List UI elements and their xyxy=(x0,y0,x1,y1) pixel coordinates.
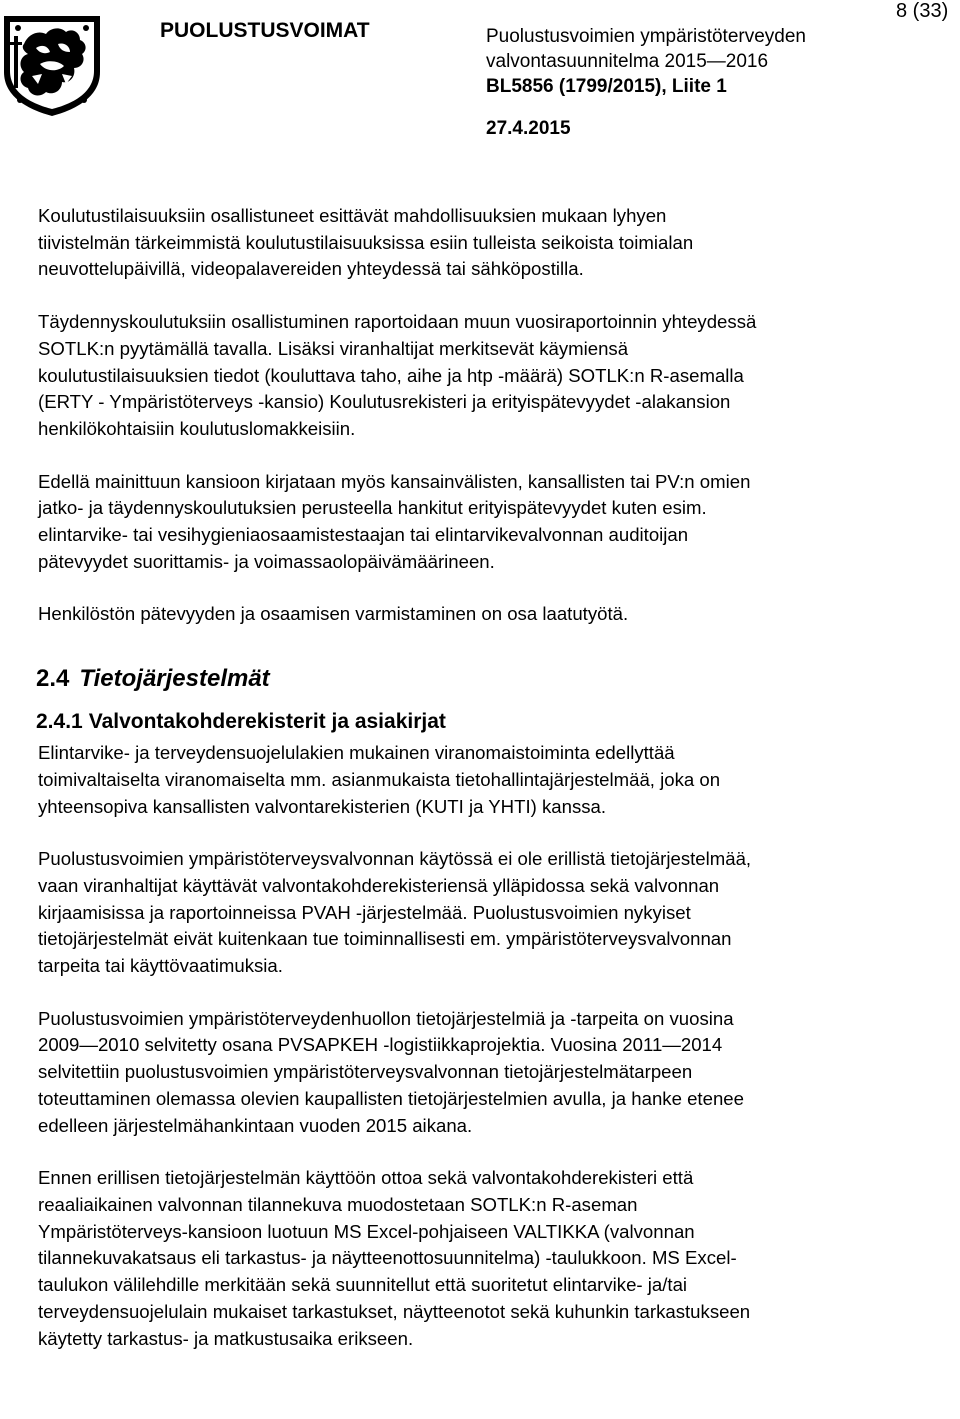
document-title-line-1: Puolustusvoimien ympäristöterveyden xyxy=(486,26,806,47)
document-reference: BL5856 (1799/2015), Liite 1 xyxy=(486,76,727,97)
paragraph: Puolustusvoimien ympäristöterveysvalvonnan käytössä ei ole erillistä tietojärjestelmää, vaan viranhaltijat käyttävät valvontakohderekisteriensä ylläpidossa sekä valvonnan kirjaamisissa ja raportoinneissa PVAH -järjestelmää. Puolustusvoimien nykyiset tietojärjestelmät eivät kuitenkaan tue toiminnallisesti em. ympäristöterveysvalvonnan tarpeita tai käyttövaatimuksia. xyxy=(38,848,752,977)
paragraph: Henkilöstön pätevyyden ja osaamisen varmistaminen on osa laatutyötä. xyxy=(38,603,629,625)
subsection-number: 2.4.1 xyxy=(36,710,83,734)
lion-crest-icon xyxy=(2,14,102,117)
paragraph: Ennen erillisen tietojärjestelmän käyttöön ottoa sekä valvontakohderekisteri että reaaliaikainen valvonnan tilannekuva muodostetaan SOTLK:n R-aseman Ympäristöterveys-kansioon luotuun MS Excel-pohjaiseen VALTIKKA (valvonnan tilannekuvakatsaus eli tarkastus- ja näytteenottosuunnitelma) -taulukkoon. MS Excel- taulukon välilehdille merkitään sekä suunnitellut että suoritetut elintarvike- ja/tai terveydensuojelulain mukaiset tarkastukset, näytteenotot sekä kuhunkin tarkastukseen käytetty tarkastus- ja matkustusaika erikseen. xyxy=(38,1167,751,1349)
section-heading xyxy=(36,664,958,694)
document-title-line-2: valvontasuunnitelma 2015—2016 xyxy=(486,51,769,72)
paragraph: Puolustusvoimien ympäristöterveydenhuollon tietojärjestelmiä ja -tarpeita on vuosina 2009—2010 selvitetty osana PVSAPKEH -logistiikkaprojektia. Vuosina 2011—2014 selvitettiin puolustusvoimien ympäristöterveysvalvonnan tietojärjestelmätarpeen toteuttaminen olemassa olevien kaupallisten tietojärjestelmien avulla, ja hanke etenee edelleen järjestelmähankintaan vuoden 2015 aikana. xyxy=(38,1007,744,1136)
paragraph: Koulutustilaisuuksiin osallistuneet esittävät mahdollisuuksien mukaan lyhyen tiivistelmän tärkeimmistä koulutustilaisuuksissa esiin tulleista seikoista toimialan neuvottelupäivillä, videopalavereiden yhteydessä tai sähköpostilla. xyxy=(38,205,694,280)
paragraph: Täydennyskoulutuksiin osallistuminen raportoidaan muun vuosiraportoinnin yhteydessä SOTLK:n pyytämällä tavalla. Lisäksi viranhaltijat merkitsevät käymiensä koulutustilaisuuksien tiedot (kouluttava taho, aihe ja htp -määrä) SOTLK:n R-asemalla (ERTY - Ympäristöterveys -kansio) Koulutusrekisteri ja erityispätevyydet -alakansion henkilökohtaisiin koulutuslomakkeisiin. xyxy=(38,311,757,439)
page-header xyxy=(0,0,960,150)
organization-name: PUOLUSTUSVOIMAT xyxy=(160,19,370,42)
lion-crest-icon-svg xyxy=(2,14,102,117)
paragraph: Edellä mainittuun kansioon kirjataan myös kansainvälisten, kansallisten tai PV:n omien jatko- ja täydennyskoulutuksien perusteella hankitut erityispätevyydet kuten esim. elintarvike- tai vesihygieniaosaamistestaajan tai elintarvikevalvonnan auditoijan pätevyydet suorittamis- ja voimassaolopäivämäärineen. xyxy=(38,470,751,572)
paragraph: Elintarvike- ja terveydensuojelulakien mukainen viranomaistoiminta edellyttää toimivaltaiselta viranomaiselta mm. asianmukaista tietohallintajärjestelmää, joka on yhteensopiva kansallisten valvontarekisterien (KUTI ja YHTI) kanssa. xyxy=(38,742,721,817)
subsection-heading xyxy=(36,708,958,736)
document-title xyxy=(486,24,806,99)
document-date: 27.4.2015 xyxy=(486,118,571,139)
page-number: 8 (33) xyxy=(896,0,949,22)
subsection-title: Valvontakohderekisterit ja asiakirjat xyxy=(88,710,446,734)
document-body xyxy=(38,203,958,1378)
section-number: 2.4 xyxy=(36,665,70,693)
section-title: Tietojärjestelmät xyxy=(79,665,270,693)
